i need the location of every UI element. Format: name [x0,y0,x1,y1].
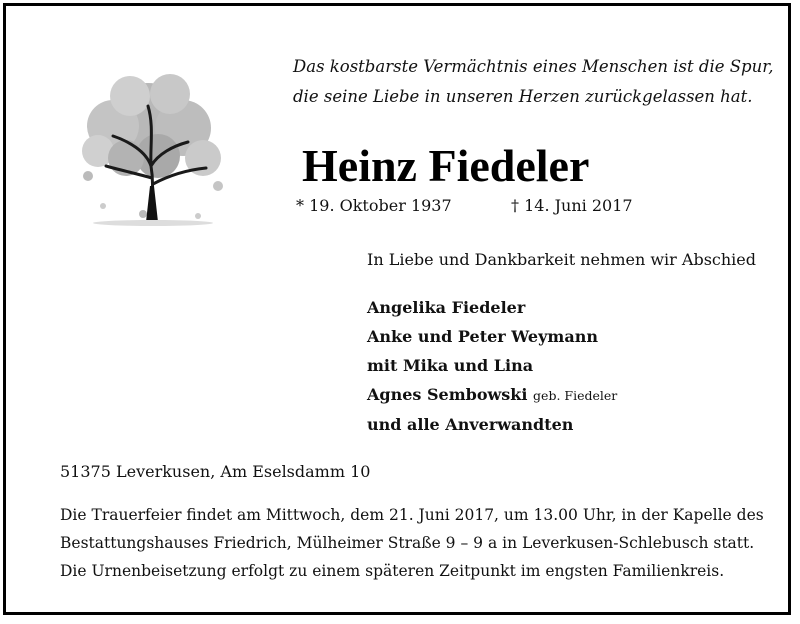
memorial-quote [293,52,773,112]
death-date: † 14. Juni 2017 [511,196,633,215]
farewell-text: In Liebe und Dankbarkeit nehmen wir Abschied [367,250,757,269]
deceased-name: Heinz Fiedeler [302,140,590,191]
mourner [367,380,617,410]
mourners-list [367,293,617,439]
info-line: Die Urnenbeisetzung erfolgt zu einem späteren Zeitpunkt im engsten Familienkreis. [60,562,725,580]
quote-line: die seine Liebe in unseren Herzen zurückgelassen hat. [293,87,753,106]
maiden-name-note: geb. Fiedeler [533,388,618,403]
mourner-name: Agnes Sembowski [367,385,528,404]
quote-line: Das kostbarste Vermächtnis eines Menschen ist die Spur, [293,57,774,76]
tree-icon [58,66,238,226]
mourner: Angelika Fiedeler [367,298,526,317]
birth-date: * 19. Oktober 1937 [296,196,452,215]
mourner: Anke und Peter Weymann [367,327,598,346]
mourner: mit Mika und Lina [367,356,534,375]
mourner: und alle Anverwandten [367,415,574,434]
address: 51375 Leverkusen, Am Eselsdamm 10 [60,462,371,481]
obituary-frame [3,3,791,615]
info-line: Die Trauerfeier findet am Mittwoch, dem 21. Juni 2017, um 13.00 Uhr, in der Kapelle des [60,506,764,524]
info-line: Bestattungshauses Friedrich, Mülheimer Straße 9 – 9 a in Leverkusen-Schlebusch statt. [60,534,755,552]
funeral-info [60,501,780,585]
